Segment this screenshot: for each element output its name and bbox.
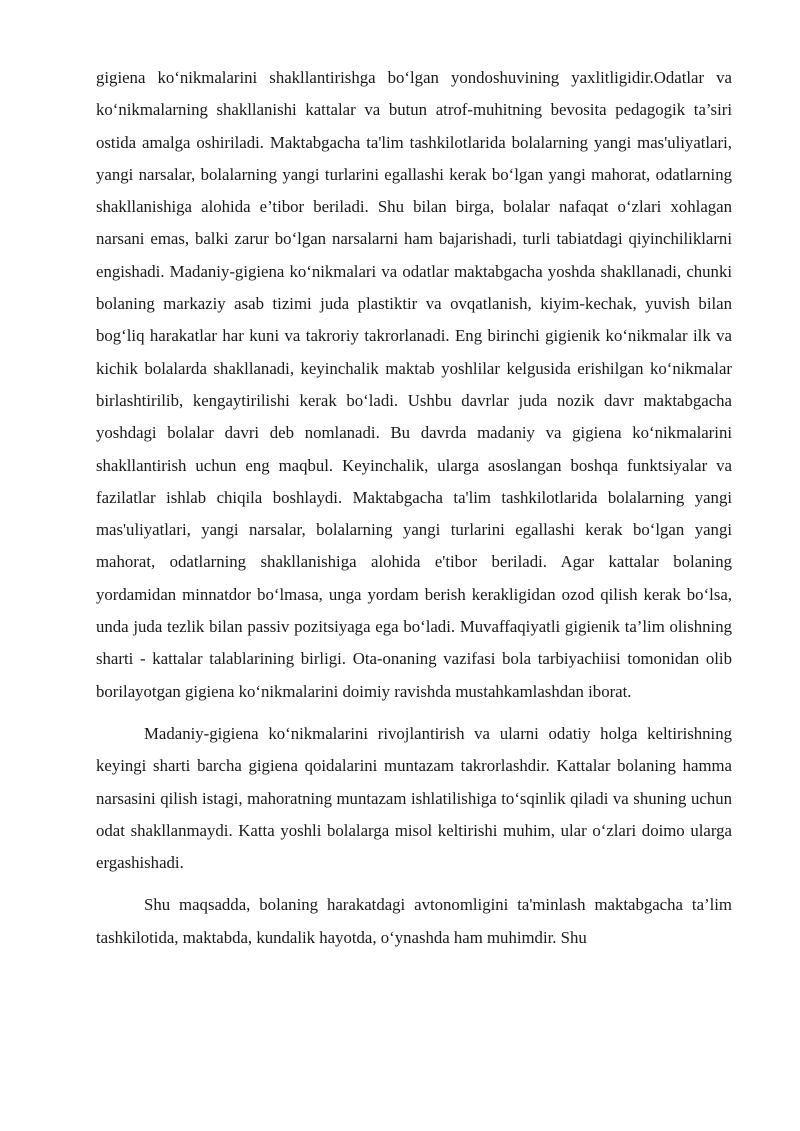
paragraph-hygiene-skills: Madaniy-gigiena ko‘nikmalarini rivojlantirish va ularni odatiy holga keltirishning keyingi sharti barcha gigiena qoidalarini muntazam takrorlashdir. Kattalar bolaning hamma narsasini qilish istagi, mahoratning muntazam ishlatilishiga to‘sqinlik qiladi va shuning uchun odat shakllanmaydi. Katta yoshli bolalarga misol keltirishi muhim, ular o‘zlari doimo ularga ergashishadi. bbox=[96, 723, 732, 873]
paragraph-autonomy: Shu maqsadda, bolaning harakatdagi avtonomligini ta'minlash maktabgacha ta’lim tashkilotida, maktabda, kundalik hayotda, o‘ynashda ham muhimdir. Shu bbox=[96, 895, 732, 947]
document-page bbox=[96, 62, 732, 964]
paragraph-continuation: gigiena ko‘nikmalarini shakllantirishga bo‘lgan yondoshuvining yaxlitligidir.Odatlar va ko‘nikmalarning shakllanishi kattalar va butun atrof-muhitning bevosita pedagogik ta’siri ostida amalga oshiriladi. Maktabgacha ta'lim tashkilotlarida bolalarning yangi mas'uliyatlari, yangi narsalar, bolalarning yangi turlarini egallashi kerak bo‘lgan yangi mahorat, odatlarning shakllanishiga alohida e’tibor beriladi. Shu bilan birga, bolalar nafaqat o‘zlari xohlagan narsani emas, balki zarur bo‘lgan narsalarni ham bajarishadi, turli tabiatdagi qiyinchiliklarni engishadi. Madaniy-gigiena ko‘nikmalari va odatlar maktabgacha yoshda shakllanadi, chunki bolaning markaziy asab tizimi juda plastiktir va ovqatlanish, kiyim-kechak, yuvish bilan bog‘liq harakatlar har kuni va takroriy takrorlanadi. Eng birinchi gigienik ko‘nikmalar ilk va kichik bolalarda shakllanadi, keyinchalik maktab yoshlilar kelgusida erishilgan ko‘nikmalar birlashtirilib, kengaytirilishi kerak bo‘ladi. Ushbu davrlar juda nozik davr maktabgacha yoshdagi bolalar davri deb nomlanadi. Bu davrda madaniy va gigiena ko‘nikmalarini shakllantirish uchun eng maqbul. Keyinchalik, ularga asoslangan boshqa funktsiyalar va fazilatlar ishlab chiqila boshlaydi. Maktabgacha ta'lim tashkilotlarida bolalarning yangi mas'uliyatlari, yangi narsalar, bolalarning yangi turlarini egallashi kerak bo‘lgan yangi mahorat, odatlarning shakllanishiga alohida e'tibor beriladi. Agar kattalar bolaning yordamidan minnatdor bo‘lmasa, unga yordam berish kerakligidan ozod qilish kerak bo‘lsa, unda juda tezlik bilan passiv pozitsiyaga ega bo‘ladi. Muvaffaqiyatli gigienik ta’lim olishning sharti - kattalar talablarining birligi. Ota-onaning vazifasi bola tarbiyachiisi tomonidan olib borilayotgan gigiena ko‘nikmalarini doimiy ravishda mustahkamlashdan iborat. bbox=[96, 68, 732, 701]
